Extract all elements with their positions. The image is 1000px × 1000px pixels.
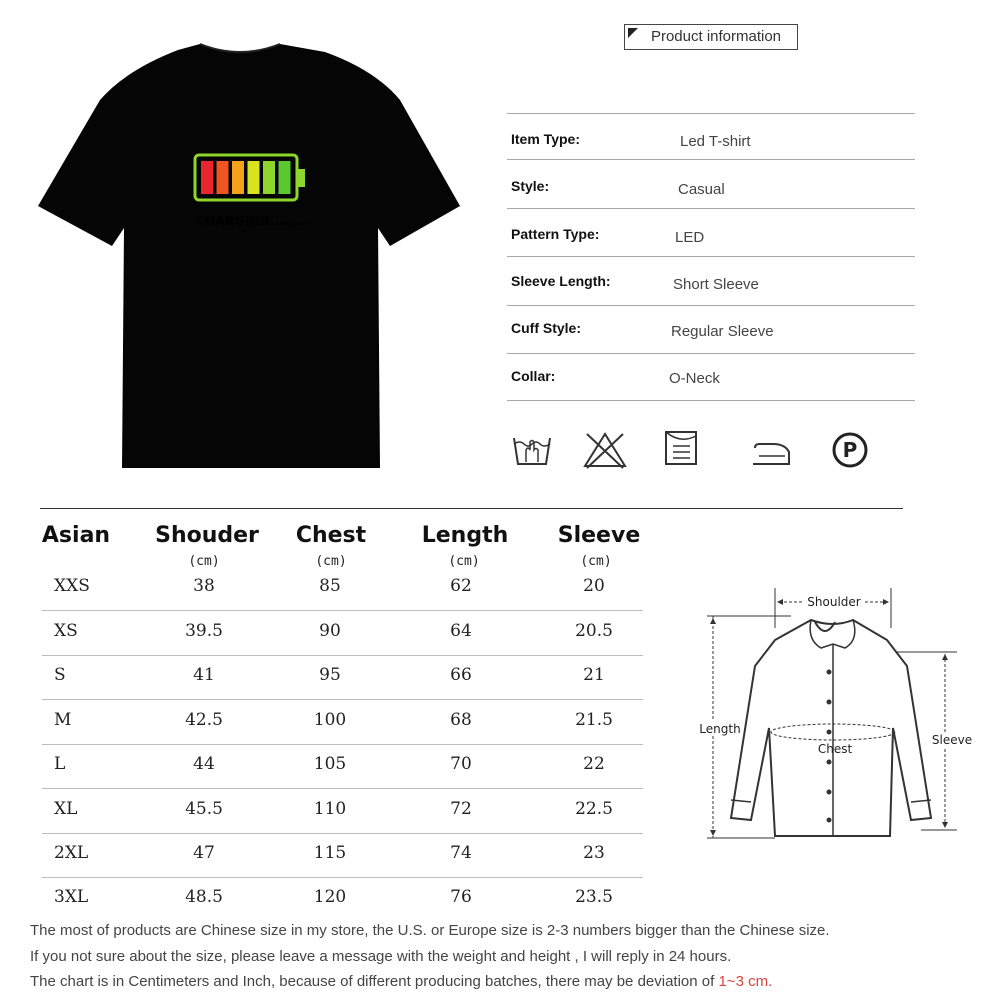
size-cell: XS [54, 621, 78, 641]
size-cell: L [54, 754, 66, 774]
length-cell: 64 [450, 621, 472, 641]
size-cell: XXS [54, 576, 90, 596]
battery-bar [279, 161, 291, 194]
info-divider [507, 208, 915, 209]
shoulder-cell: 48.5 [185, 887, 223, 907]
length-cell: 68 [450, 710, 472, 730]
length-cell: 74 [450, 843, 472, 863]
battery-graphic [195, 155, 305, 200]
size-cell: S [54, 665, 66, 685]
deviation-highlight: 1~3 cm. [718, 973, 773, 990]
sleeve-cell: 23.5 [575, 887, 613, 907]
info-divider [507, 256, 915, 257]
table-row [42, 611, 643, 656]
table-row [42, 655, 643, 700]
shoulder-cell: 44 [193, 754, 215, 774]
shoulder-cell: 45.5 [185, 799, 223, 819]
collar-label: Collar: [511, 368, 556, 384]
table-row [42, 700, 643, 745]
sleeve-length-label: Sleeve Length: [511, 273, 611, 289]
sleeve-cell: 22.5 [575, 799, 613, 819]
header-sleeve: Sleeve [557, 523, 641, 548]
length-cell: 76 [450, 887, 472, 907]
shoulder-label: Shoulder [807, 595, 861, 609]
table-row [42, 789, 643, 834]
note-line-3-text: The chart is in Centimeters and Inch, because of different producing batches, there may be deviation of [30, 973, 719, 990]
header-asian: Asian [41, 523, 111, 548]
chest-cell: 105 [313, 754, 347, 774]
chest-label: Chest [817, 742, 853, 756]
info-divider [507, 400, 915, 401]
line-dry-icon [660, 428, 704, 472]
size-cell: XL [54, 799, 78, 819]
battery-bar [263, 161, 275, 194]
header-shoulder: Shouder [155, 523, 259, 548]
length-cell: 70 [450, 754, 472, 774]
unit-length: (cm) [448, 554, 480, 569]
product-info-title-text: Product information [650, 28, 782, 45]
product-info-title [624, 24, 798, 50]
info-divider [507, 159, 915, 160]
do-not-bleach-icon [583, 428, 627, 472]
sleeve-label: Sleeve [931, 733, 973, 747]
size-cell: M [54, 710, 72, 730]
size-cell: 3XL [54, 887, 89, 907]
chest-cell: 90 [319, 621, 341, 641]
sleeve-cell: 21 [583, 665, 605, 685]
chest-cell: 85 [319, 576, 341, 596]
info-divider [507, 305, 915, 306]
hand-wash-icon [510, 428, 554, 472]
note-line-2: If you not sure about the size, please leave a message with the weight and height , I will reply in 24 hours. [30, 948, 732, 965]
table-row [42, 833, 643, 878]
measurement-diagram [695, 588, 980, 848]
style-value: Casual [678, 181, 725, 198]
unit-sleeve: (cm) [580, 554, 612, 569]
shoulder-cell: 47 [193, 843, 215, 863]
style-label: Style: [511, 178, 550, 194]
sleeve-length-value: Short Sleeve [673, 276, 759, 293]
length-cell: 72 [450, 799, 472, 819]
length-cell: 66 [450, 665, 472, 685]
info-divider [507, 353, 915, 354]
collar-value: O-Neck [669, 370, 720, 387]
shoulder-cell: 41 [193, 665, 215, 685]
battery-bar [201, 161, 213, 194]
charging-text: CHARGING........ [196, 214, 309, 228]
length-cell: 62 [450, 576, 472, 596]
table-row [42, 744, 643, 789]
chest-cell: 95 [319, 665, 341, 685]
table-row [42, 566, 643, 611]
header-length: Length [421, 523, 509, 548]
battery-bar [217, 161, 229, 194]
battery-bar [232, 161, 244, 194]
cuff-style-value: Regular Sleeve [671, 323, 774, 340]
sleeve-cell: 22 [583, 754, 605, 774]
note-line-1: The most of products are Chinese size in my store, the U.S. or Europe size is 2-3 numbers bigger than the Chinese size. [30, 922, 830, 939]
iron-icon [749, 428, 793, 472]
header-chest: Chest [295, 523, 367, 548]
sleeve-cell: 20.5 [575, 621, 613, 641]
sleeve-cell: 21.5 [575, 710, 613, 730]
info-divider [507, 113, 915, 114]
corner-triangle-icon [628, 28, 638, 38]
sleeve-cell: 20 [583, 576, 605, 596]
shoulder-cell: 39.5 [185, 621, 223, 641]
chest-cell: 120 [313, 887, 347, 907]
cuff-style-label: Cuff Style: [511, 320, 581, 336]
shoulder-cell: 38 [193, 576, 215, 596]
pattern-type-label: Pattern Type: [511, 226, 600, 242]
svg-text:P: P [842, 438, 858, 462]
chest-cell: 110 [313, 799, 347, 819]
sleeve-cell: 23 [583, 843, 605, 863]
table-row [42, 877, 643, 922]
length-label: Length [699, 722, 741, 736]
shoulder-cell: 42.5 [185, 710, 223, 730]
item-type-label: Item Type: [511, 131, 580, 147]
section-divider [40, 508, 903, 509]
chest-cell: 100 [313, 710, 347, 730]
unit-chest: (cm) [315, 554, 347, 569]
chest-cell: 115 [313, 843, 347, 863]
unit-shoulder: (cm) [188, 554, 220, 569]
pattern-type-value: LED [675, 229, 705, 246]
led-tshirt-image [30, 38, 470, 470]
note-line-3 [30, 973, 772, 990]
size-cell: 2XL [54, 843, 89, 863]
item-type-value: Led T-shirt [680, 133, 751, 150]
battery-bar [248, 161, 260, 194]
dry-clean-p-icon [828, 428, 872, 472]
